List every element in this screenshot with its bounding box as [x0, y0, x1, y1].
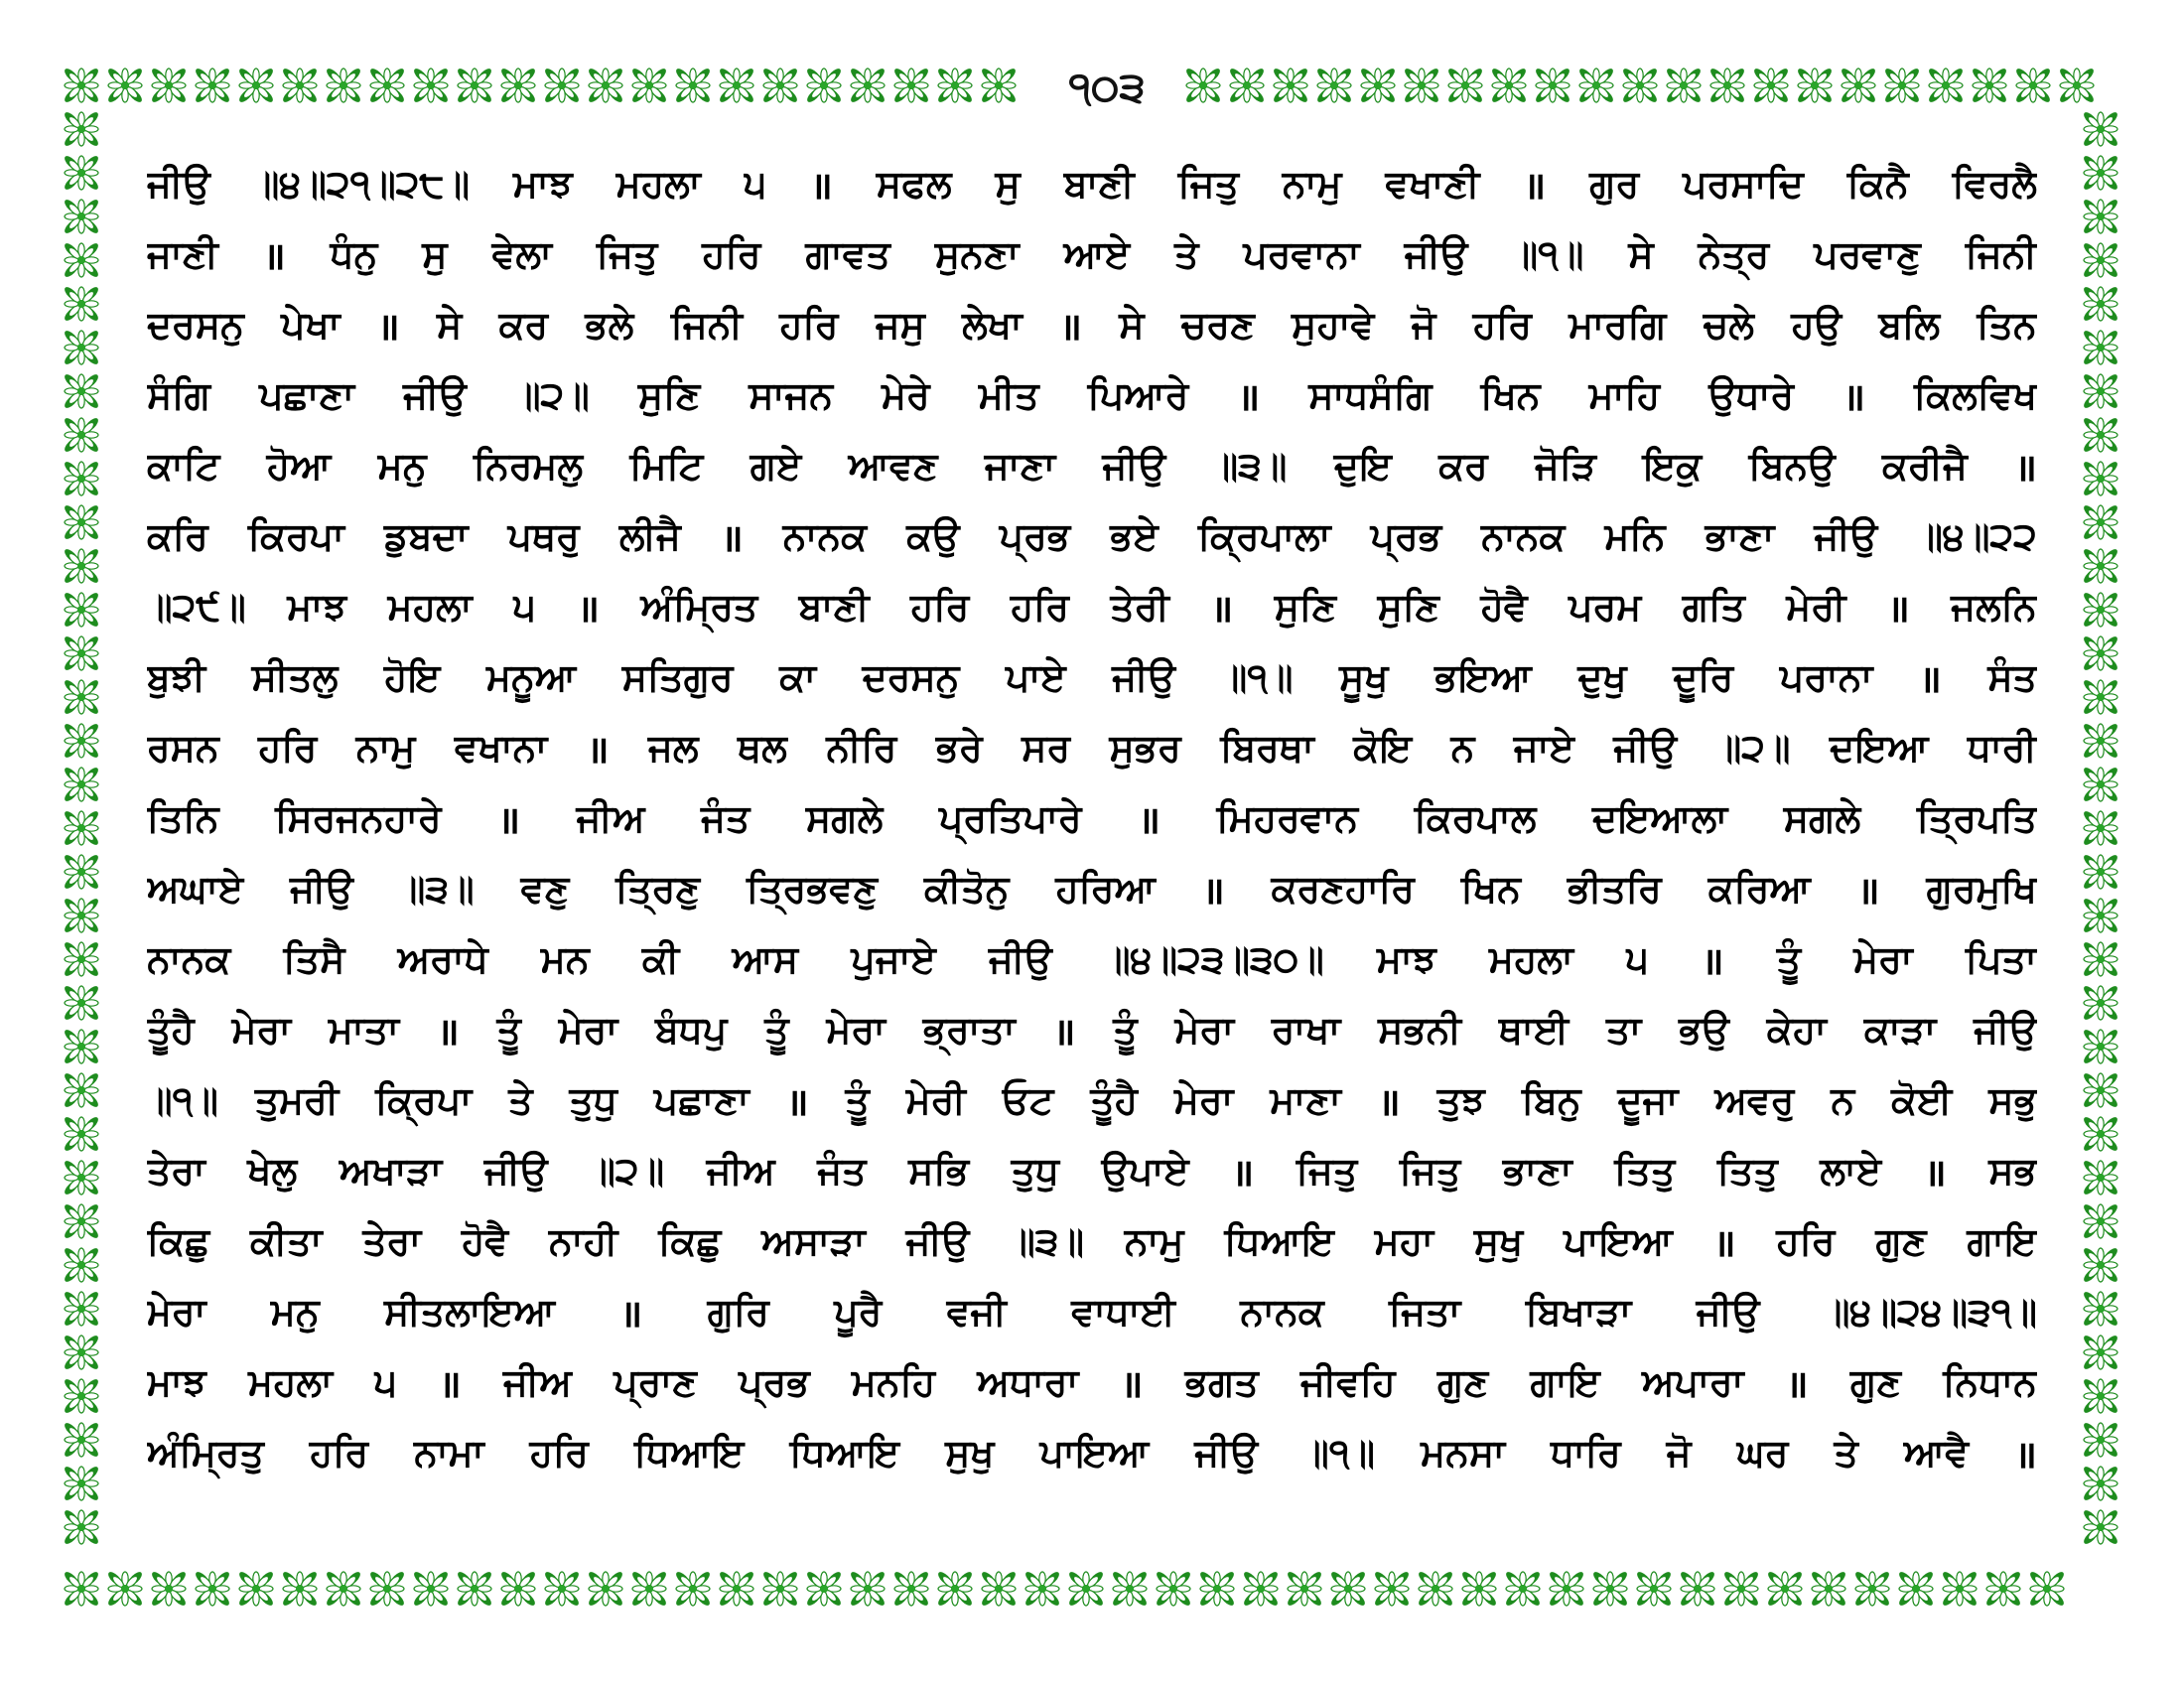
flower-icon	[758, 64, 802, 107]
flower-icon	[715, 1567, 758, 1611]
bottom-border	[60, 1567, 2069, 1611]
flower-icon	[278, 64, 322, 107]
flower-icon	[2079, 588, 2122, 632]
flower-icon	[60, 1025, 103, 1068]
flower-icon	[1807, 1567, 1850, 1611]
flower-icon	[1837, 64, 1880, 107]
flower-icon	[60, 457, 103, 500]
text-line: ਮੇਰਾ ਮਨੁ ਸੀਤਲਾਇਆ ॥ ਗੁਰਿ ਪੂਰੈ ਵਜੀ ਵਾਧਾਈ ਨਾਨਕ ਜਿਤਾ ਬਿਖਾੜਾ ਜੀਉ ॥੪॥੨੪॥੩੧॥	[147, 1290, 2037, 1336]
flower-icon	[60, 981, 103, 1025]
flower-icon	[60, 1199, 103, 1243]
flower-icon	[1487, 64, 1531, 107]
flower-icon	[60, 1462, 103, 1505]
flower-icon	[1850, 1567, 1894, 1611]
flower-icon	[2079, 1374, 2122, 1418]
flower-icon	[2079, 1287, 2122, 1331]
flower-icon	[1545, 1567, 1588, 1611]
flower-icon	[1880, 64, 1924, 107]
flower-icon	[977, 64, 1021, 107]
flower-icon	[1968, 64, 2011, 107]
flower-icon	[496, 64, 540, 107]
flower-icon	[1501, 1567, 1545, 1611]
flower-icon	[2079, 151, 2122, 195]
flower-icon	[2079, 326, 2122, 369]
scripture-text	[147, 149, 2037, 1488]
flower-icon	[2079, 457, 2122, 500]
flower-icon	[1531, 64, 1574, 107]
flower-icon	[540, 1567, 584, 1611]
flower-icon	[322, 1567, 365, 1611]
flower-icon	[234, 1567, 278, 1611]
flower-icon	[2079, 1068, 2122, 1112]
flower-icon	[540, 64, 584, 107]
flower-icon	[191, 64, 234, 107]
flower-icon	[1457, 1567, 1501, 1611]
flower-icon	[2079, 937, 2122, 981]
text-line: ਜਾਣੀ ॥ ਧੰਨੁ ਸੁ ਵੇਲਾ ਜਿਤੁ ਹਰਿ ਗਾਵਤ ਸੁਨਣਾ ਆਏ ਤੇ ਪਰਵਾਨਾ ਜੀਉ ॥੧॥ ਸੇ ਨੇਤ੍ਰ ਪਰਵਾਣੁ ਜਿਨੀ	[147, 232, 2037, 278]
text-line: ਤਿਨਿ ਸਿਰਜਨਹਾਰੇ ॥ ਜੀਅ ਜੰਤ ਸਗਲੇ ਪ੍ਰਤਿਪਾਰੇ ॥ ਮਿਹਰਵਾਨ ਕਿਰਪਾਲ ਦਇਆਲਾ ਸਗਲੇ ਤ੍ਰਿਪਤਿ	[147, 796, 2037, 842]
text-line: ਦਰਸਨੁ ਪੇਖਾ ॥ ਸੇ ਕਰ ਭਲੇ ਜਿਨੀ ਹਰਿ ਜਸੁ ਲੇਖਾ ॥ ਸੇ ਚਰਣ ਸੁਹਾਵੇ ਜੋ ਹਰਿ ਮਾਰਗਿ ਚਲੇ ਹਉ ਬਲਿ ਤਿਨ	[147, 303, 2037, 349]
flower-icon	[2079, 107, 2122, 151]
flower-icon	[60, 1287, 103, 1331]
flower-icon	[60, 1418, 103, 1462]
flower-icon	[2079, 1025, 2122, 1068]
page-number: ੧੦੩	[1068, 63, 1146, 111]
flower-icon	[1938, 1567, 1981, 1611]
flower-icon	[60, 850, 103, 894]
flower-icon	[889, 64, 933, 107]
flower-icon	[60, 151, 103, 195]
flower-icon	[1152, 1567, 1195, 1611]
flower-icon	[191, 1567, 234, 1611]
flower-icon	[60, 1331, 103, 1374]
flower-icon	[60, 413, 103, 457]
flower-icon	[60, 238, 103, 282]
flower-icon	[1181, 64, 1225, 107]
flower-icon	[409, 64, 453, 107]
flower-icon	[147, 64, 191, 107]
flower-icon	[2079, 894, 2122, 937]
flower-icon	[2079, 1462, 2122, 1505]
flower-icon	[2079, 500, 2122, 544]
flower-icon	[60, 675, 103, 719]
flower-icon	[1574, 64, 1618, 107]
flower-icon	[2079, 806, 2122, 850]
flower-icon	[1894, 1567, 1938, 1611]
flower-icon	[60, 369, 103, 413]
flower-icon	[60, 1567, 103, 1611]
flower-icon	[60, 195, 103, 238]
flower-icon	[60, 1374, 103, 1418]
flower-icon	[453, 1567, 496, 1611]
flower-icon	[1676, 1567, 1719, 1611]
top-border-right	[1181, 64, 2099, 107]
text-line: ਰਸਨ ਹਰਿ ਨਾਮੁ ਵਖਾਨਾ ॥ ਜਲ ਥਲ ਨੀਰਿ ਭਰੇ ਸਰ ਸੁਭਰ ਬਿਰਥਾ ਕੋਇ ਨ ਜਾਏ ਜੀਉ ॥੨॥ ਦਇਆ ਧਾਰੀ	[147, 726, 2037, 772]
flower-icon	[60, 107, 103, 151]
flower-icon	[1632, 1567, 1676, 1611]
flower-icon	[1618, 64, 1662, 107]
flower-icon	[1108, 1567, 1152, 1611]
flower-icon	[2079, 195, 2122, 238]
flower-icon	[1588, 1567, 1632, 1611]
flower-icon	[1981, 1567, 2025, 1611]
flower-icon	[933, 64, 977, 107]
flower-icon	[671, 64, 715, 107]
flower-icon	[1719, 1567, 1763, 1611]
flower-icon	[2079, 238, 2122, 282]
flower-icon	[60, 632, 103, 675]
flower-icon	[2079, 369, 2122, 413]
flower-icon	[1400, 64, 1443, 107]
flower-icon	[1706, 64, 1749, 107]
flower-icon	[2011, 64, 2055, 107]
right-border	[2079, 107, 2122, 1549]
flower-icon	[60, 1112, 103, 1156]
flower-icon	[2079, 1418, 2122, 1462]
flower-icon	[584, 64, 627, 107]
flower-icon	[60, 894, 103, 937]
text-line: ਜੀਉ ॥੪॥੨੧॥੨੮॥ ਮਾਝ ਮਹਲਾ ੫ ॥ ਸਫਲ ਸੁ ਬਾਣੀ ਜਿਤੁ ਨਾਮੁ ਵਖਾਣੀ ॥ ਗੁਰ ਪਰਸਾਦਿ ਕਿਨੈ ਵਿਰਲੈ	[147, 162, 2037, 208]
flower-icon	[496, 1567, 540, 1611]
text-line: ਕਰਿ ਕਿਰਪਾ ਡੁਬਦਾ ਪਥਰੁ ਲੀਜੈ ॥ ਨਾਨਕ ਕਉ ਪ੍ਰਭ ਭਏ ਕ੍ਰਿਪਾਲਾ ਪ੍ਰਭ ਨਾਨਕ ਮਨਿ ਭਾਣਾ ਜੀਉ ॥੪॥੨੨	[147, 514, 2037, 560]
flower-icon	[1283, 1567, 1326, 1611]
text-line: ਕਿਛੁ ਕੀਤਾ ਤੇਰਾ ਹੋਵੈ ਨਾਹੀ ਕਿਛੁ ਅਸਾੜਾ ਜੀਉ ॥੩॥ ਨਾਮੁ ਧਿਆਇ ਮਹਾ ਸੁਖੁ ਪਾਇਆ ॥ ਹਰਿ ਗੁਣ ਗਾਇ	[147, 1219, 2037, 1265]
flower-icon	[1269, 64, 1312, 107]
flower-icon	[60, 1156, 103, 1199]
flower-icon	[2079, 1156, 2122, 1199]
flower-icon	[584, 1567, 627, 1611]
flower-icon	[1326, 1567, 1370, 1611]
flower-icon	[60, 719, 103, 763]
flower-icon	[2055, 64, 2099, 107]
flower-icon	[1064, 1567, 1108, 1611]
flower-icon	[278, 1567, 322, 1611]
flower-icon	[2079, 719, 2122, 763]
flower-icon	[2079, 413, 2122, 457]
flower-icon	[2079, 1505, 2122, 1549]
flower-icon	[2079, 850, 2122, 894]
flower-icon	[2079, 1199, 2122, 1243]
text-line: ਅੰਮ੍ਰਿਤੁ ਹਰਿ ਨਾਮਾ ਹਰਿ ਧਿਆਇ ਧਿਆਇ ਸੁਖੁ ਪਾਇਆ ਜੀਉ ॥੧॥ ਮਨਸਾ ਧਾਰਿ ਜੋ ਘਰ ਤੇ ਆਵੈ ॥	[147, 1431, 2037, 1477]
flower-icon	[846, 1567, 889, 1611]
text-line: ਤੇਰਾ ਖੇਲੁ ਅਖਾੜਾ ਜੀਉ ॥੨॥ ਜੀਅ ਜੰਤ ਸਭਿ ਤੁਧੁ ਉਪਾਏ ॥ ਜਿਤੁ ਜਿਤੁ ਭਾਣਾ ਤਿਤੁ ਤਿਤੁ ਲਾਏ ॥ ਸਭ	[147, 1149, 2037, 1195]
flower-icon	[60, 326, 103, 369]
flower-icon	[1924, 64, 1968, 107]
flower-icon	[2079, 632, 2122, 675]
flower-icon	[2079, 1112, 2122, 1156]
flower-icon	[889, 1567, 933, 1611]
flower-icon	[365, 64, 409, 107]
flower-icon	[60, 588, 103, 632]
flower-icon	[1225, 64, 1269, 107]
flower-icon	[1443, 64, 1487, 107]
flower-icon	[2079, 544, 2122, 588]
text-line: ਕਾਟਿ ਹੋਆ ਮਨੁ ਨਿਰਮਲੁ ਮਿਟਿ ਗਏ ਆਵਣ ਜਾਣਾ ਜੀਉ ॥੩॥ ਦੁਇ ਕਰ ਜੋੜਿ ਇਕੁ ਬਿਨਉ ਕਰੀਜੈ ॥	[147, 444, 2037, 490]
text-line: ਸੰਗਿ ਪਛਾਣਾ ਜੀਉ ॥੨॥ ਸੁਣਿ ਸਾਜਨ ਮੇਰੇ ਮੀਤ ਪਿਆਰੇ ॥ ਸਾਧਸੰਗਿ ਖਿਨ ਮਾਹਿ ਉਧਾਰੇ ॥ ਕਿਲਵਿਖ	[147, 373, 2037, 419]
flower-icon	[1370, 1567, 1414, 1611]
flower-icon	[933, 1567, 977, 1611]
flower-icon	[2079, 282, 2122, 326]
flower-icon	[103, 64, 147, 107]
text-line: ॥੨੯॥ ਮਾਝ ਮਹਲਾ ੫ ॥ ਅੰਮ੍ਰਿਤ ਬਾਣੀ ਹਰਿ ਹਰਿ ਤੇਰੀ ॥ ਸੁਣਿ ਸੁਣਿ ਹੋਵੈ ਪਰਮ ਗਤਿ ਮੇਰੀ ॥ ਜਲਨਿ	[147, 585, 2037, 631]
text-line: ॥੧॥ ਤੁਮਰੀ ਕ੍ਰਿਪਾ ਤੇ ਤੁਧੁ ਪਛਾਣਾ ॥ ਤੂੰ ਮੇਰੀ ਓਟ ਤੂੰਹੈ ਮੇਰਾ ਮਾਣਾ ॥ ਤੁਝ ਬਿਨੁ ਦੂਜਾ ਅਵਰੁ ਨ ਕੋਈ ਸਭੁ	[147, 1078, 2037, 1124]
flower-icon	[60, 937, 103, 981]
flower-icon	[1662, 64, 1706, 107]
flower-icon	[60, 1243, 103, 1287]
flower-icon	[60, 1068, 103, 1112]
flower-icon	[758, 1567, 802, 1611]
flower-icon	[60, 500, 103, 544]
text-line: ਮਾਝ ਮਹਲਾ ੫ ॥ ਜੀਅ ਪ੍ਰਾਣ ਪ੍ਰਭ ਮਨਹਿ ਅਧਾਰਾ ॥ ਭਗਤ ਜੀਵਹਿ ਗੁਣ ਗਾਇ ਅਪਾਰਾ ॥ ਗੁਣ ਨਿਧਾਨ	[147, 1360, 2037, 1406]
flower-icon	[409, 1567, 453, 1611]
flower-icon	[2079, 763, 2122, 806]
flower-icon	[60, 544, 103, 588]
flower-icon	[1312, 64, 1356, 107]
text-line: ਨਾਨਕ ਤਿਸੈ ਅਰਾਧੇ ਮਨ ਕੀ ਆਸ ਪੁਜਾਏ ਜੀਉ ॥੪॥੨੩॥੩੦॥ ਮਾਝ ਮਹਲਾ ੫ ॥ ਤੂੰ ਮੇਰਾ ਪਿਤਾ	[147, 937, 2037, 983]
flower-icon	[1356, 64, 1400, 107]
flower-icon	[60, 64, 103, 107]
text-line: ਤੂੰਹੈ ਮੇਰਾ ਮਾਤਾ ॥ ਤੂੰ ਮੇਰਾ ਬੰਧਪੁ ਤੂੰ ਮੇਰਾ ਭ੍ਰਾਤਾ ॥ ਤੂੰ ਮੇਰਾ ਰਾਖਾ ਸਭਨੀ ਥਾਈ ਤਾ ਭਉ ਕੇਹਾ ਕਾੜਾ ਜੀਉ	[147, 1008, 2037, 1054]
flower-icon	[1793, 64, 1837, 107]
flower-icon	[60, 1505, 103, 1549]
flower-icon	[627, 64, 671, 107]
flower-icon	[453, 64, 496, 107]
flower-icon	[322, 64, 365, 107]
flower-icon	[2025, 1567, 2069, 1611]
flower-icon	[1749, 64, 1793, 107]
flower-icon	[103, 1567, 147, 1611]
left-border	[60, 107, 103, 1549]
flower-icon	[2079, 1243, 2122, 1287]
flower-icon	[1763, 1567, 1807, 1611]
flower-icon	[846, 64, 889, 107]
top-border-left	[60, 64, 1021, 107]
flower-icon	[1195, 1567, 1239, 1611]
flower-icon	[60, 806, 103, 850]
flower-icon	[627, 1567, 671, 1611]
flower-icon	[2079, 981, 2122, 1025]
flower-icon	[802, 1567, 846, 1611]
flower-icon	[147, 1567, 191, 1611]
flower-icon	[234, 64, 278, 107]
flower-icon	[1414, 1567, 1457, 1611]
flower-icon	[1021, 1567, 1064, 1611]
flower-icon	[60, 282, 103, 326]
flower-icon	[671, 1567, 715, 1611]
flower-icon	[802, 64, 846, 107]
text-line: ਬੁਝੀ ਸੀਤਲੁ ਹੋਇ ਮਨੂਆ ਸਤਿਗੁਰ ਕਾ ਦਰਸਨੁ ਪਾਏ ਜੀਉ ॥੧॥ ਸੂਖੁ ਭਇਆ ਦੁਖੁ ਦੂਰਿ ਪਰਾਨਾ ॥ ਸੰਤ	[147, 655, 2037, 701]
flower-icon	[365, 1567, 409, 1611]
text-line: ਅਘਾਏ ਜੀਉ ॥੩॥ ਵਣੁ ਤ੍ਰਿਣੁ ਤ੍ਰਿਭਵਣੁ ਕੀਤੋਨੁ ਹਰਿਆ ॥ ਕਰਣਹਾਰਿ ਖਿਨ ਭੀਤਰਿ ਕਰਿਆ ॥ ਗੁਰਮੁਖਿ	[147, 867, 2037, 913]
flower-icon	[2079, 675, 2122, 719]
flower-icon	[2079, 1331, 2122, 1374]
flower-icon	[715, 64, 758, 107]
flower-icon	[1239, 1567, 1283, 1611]
flower-icon	[60, 763, 103, 806]
flower-icon	[977, 1567, 1021, 1611]
